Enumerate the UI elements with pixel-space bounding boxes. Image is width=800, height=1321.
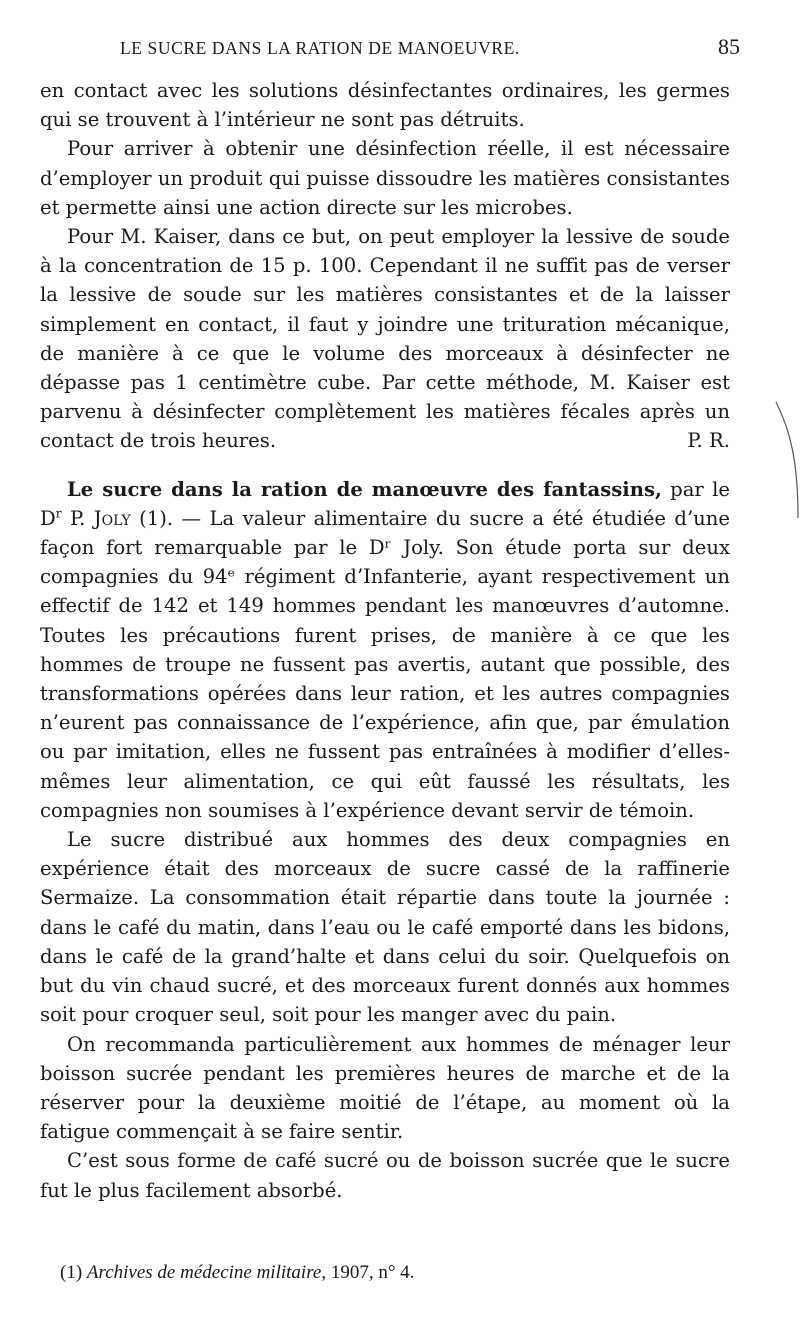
margin-bracket-mark xyxy=(772,400,800,520)
footnote-details: , 1907, n° 4. xyxy=(321,1262,415,1283)
paragraph-disinfection: Pour arriver à obtenir une désinfection réelle, il est nécessaire d’employer un produit qui puisse dissoudre les matières consistantes et permette ainsi une action directe sur les microbes. xyxy=(40,137,730,219)
page-number: 85 xyxy=(718,34,740,59)
section-author-name: P. Joly xyxy=(69,506,131,530)
footnote-marker: (1) xyxy=(60,1262,87,1283)
running-title: LE SUCRE DANS LA RATION DE MANOEUVRE. xyxy=(120,38,520,58)
paragraph-sugar-study-text: La valeur alimentaire du sucre a été étudiée d’une façon fort remarquable par le Dʳ Joly. Son étude porta sur deux compagnies du 94ᵉ régiment d’Infanterie, ayant respectivement un effectif de 142 et 149 hommes pendant les manœuvres d’automne. Toutes les précautions furent prises, de manière à ce que les hommes de troupe ne fussent pas avertis, autant que possible, des transformations opérées dans leur ration, et les autres compagnies n’eurent pas connaissance de l’expérience, afin que, par émulation ou par imitation, elles ne fussent pas entraînées à modifier d’elles-mêmes leur alimentation, ce qui eût faussé les résultats, les compagnies non soumises à l’expérience devant servir de témoin. xyxy=(40,506,731,822)
section-author-suffix: (1). — xyxy=(130,506,210,530)
paragraph-continuation: en contact avec les solutions désinfectantes ordinaires, les germes qui se trouvent à l’intérieur ne sont pas détruits. xyxy=(40,79,730,132)
page-header xyxy=(120,34,740,60)
paragraph-kaiser xyxy=(40,222,730,456)
author-initials: P. R. xyxy=(687,429,730,453)
section-heading: Le sucre dans la ration de manœuvre des fantassins, xyxy=(67,477,662,501)
paragraph-distribution: Le sucre distribué aux hommes des deux compagnies en expérience était des morceaux de sucre cassé de la raffinerie Sermaize. La consommation était répartie dans toute la journée : dans le café du matin, dans l’eau ou le café emporté dans les bidons, dans le café de la grand’halte et dans celui du soir. Quelquefois on but du vin chaud sucré, et des morceaux furent donnés aux hommes soit pour croquer seul, soit pour les manger avec du pain. xyxy=(40,828,730,1027)
section-author-prefix: par le D xyxy=(40,477,730,530)
paragraph-sugar-study xyxy=(40,475,730,825)
paragraph-absorption: C’est sous forme de café sucré ou de boisson sucrée que le sucre fut le plus facilement absorbé. xyxy=(40,1149,730,1202)
footnote-source: Archives de médecine militaire xyxy=(86,1262,322,1283)
paragraph-kaiser-text: Pour M. Kaiser, dans ce but, on peut employer la lessive de soude à la concentration de 15 p. 100. Cependant il ne suffit pas de verser la lessive de soude sur les matières consistantes et de la laisser simplement en contact, il faut y joindre une trituration mécanique, de manière à ce que le volume des morceaux à désinfecter ne dépasse pas 1 centimètre cube. Par cette méthode, M. Kaiser est parvenu à désinfecter complètement les matières fécales après un contact de trois heures. xyxy=(40,225,730,453)
footnote xyxy=(60,1262,720,1284)
paragraph-recommendation: On recommanda particulièrement aux hommes de ménager leur boisson sucrée pendant les premières heures de marche et de la réserver pour la deuxième moitié de l’étape, au moment où la fatigue commençait à se faire sentir. xyxy=(40,1032,730,1144)
body-text xyxy=(40,76,730,1205)
section-author-title-sup: r xyxy=(55,506,62,521)
